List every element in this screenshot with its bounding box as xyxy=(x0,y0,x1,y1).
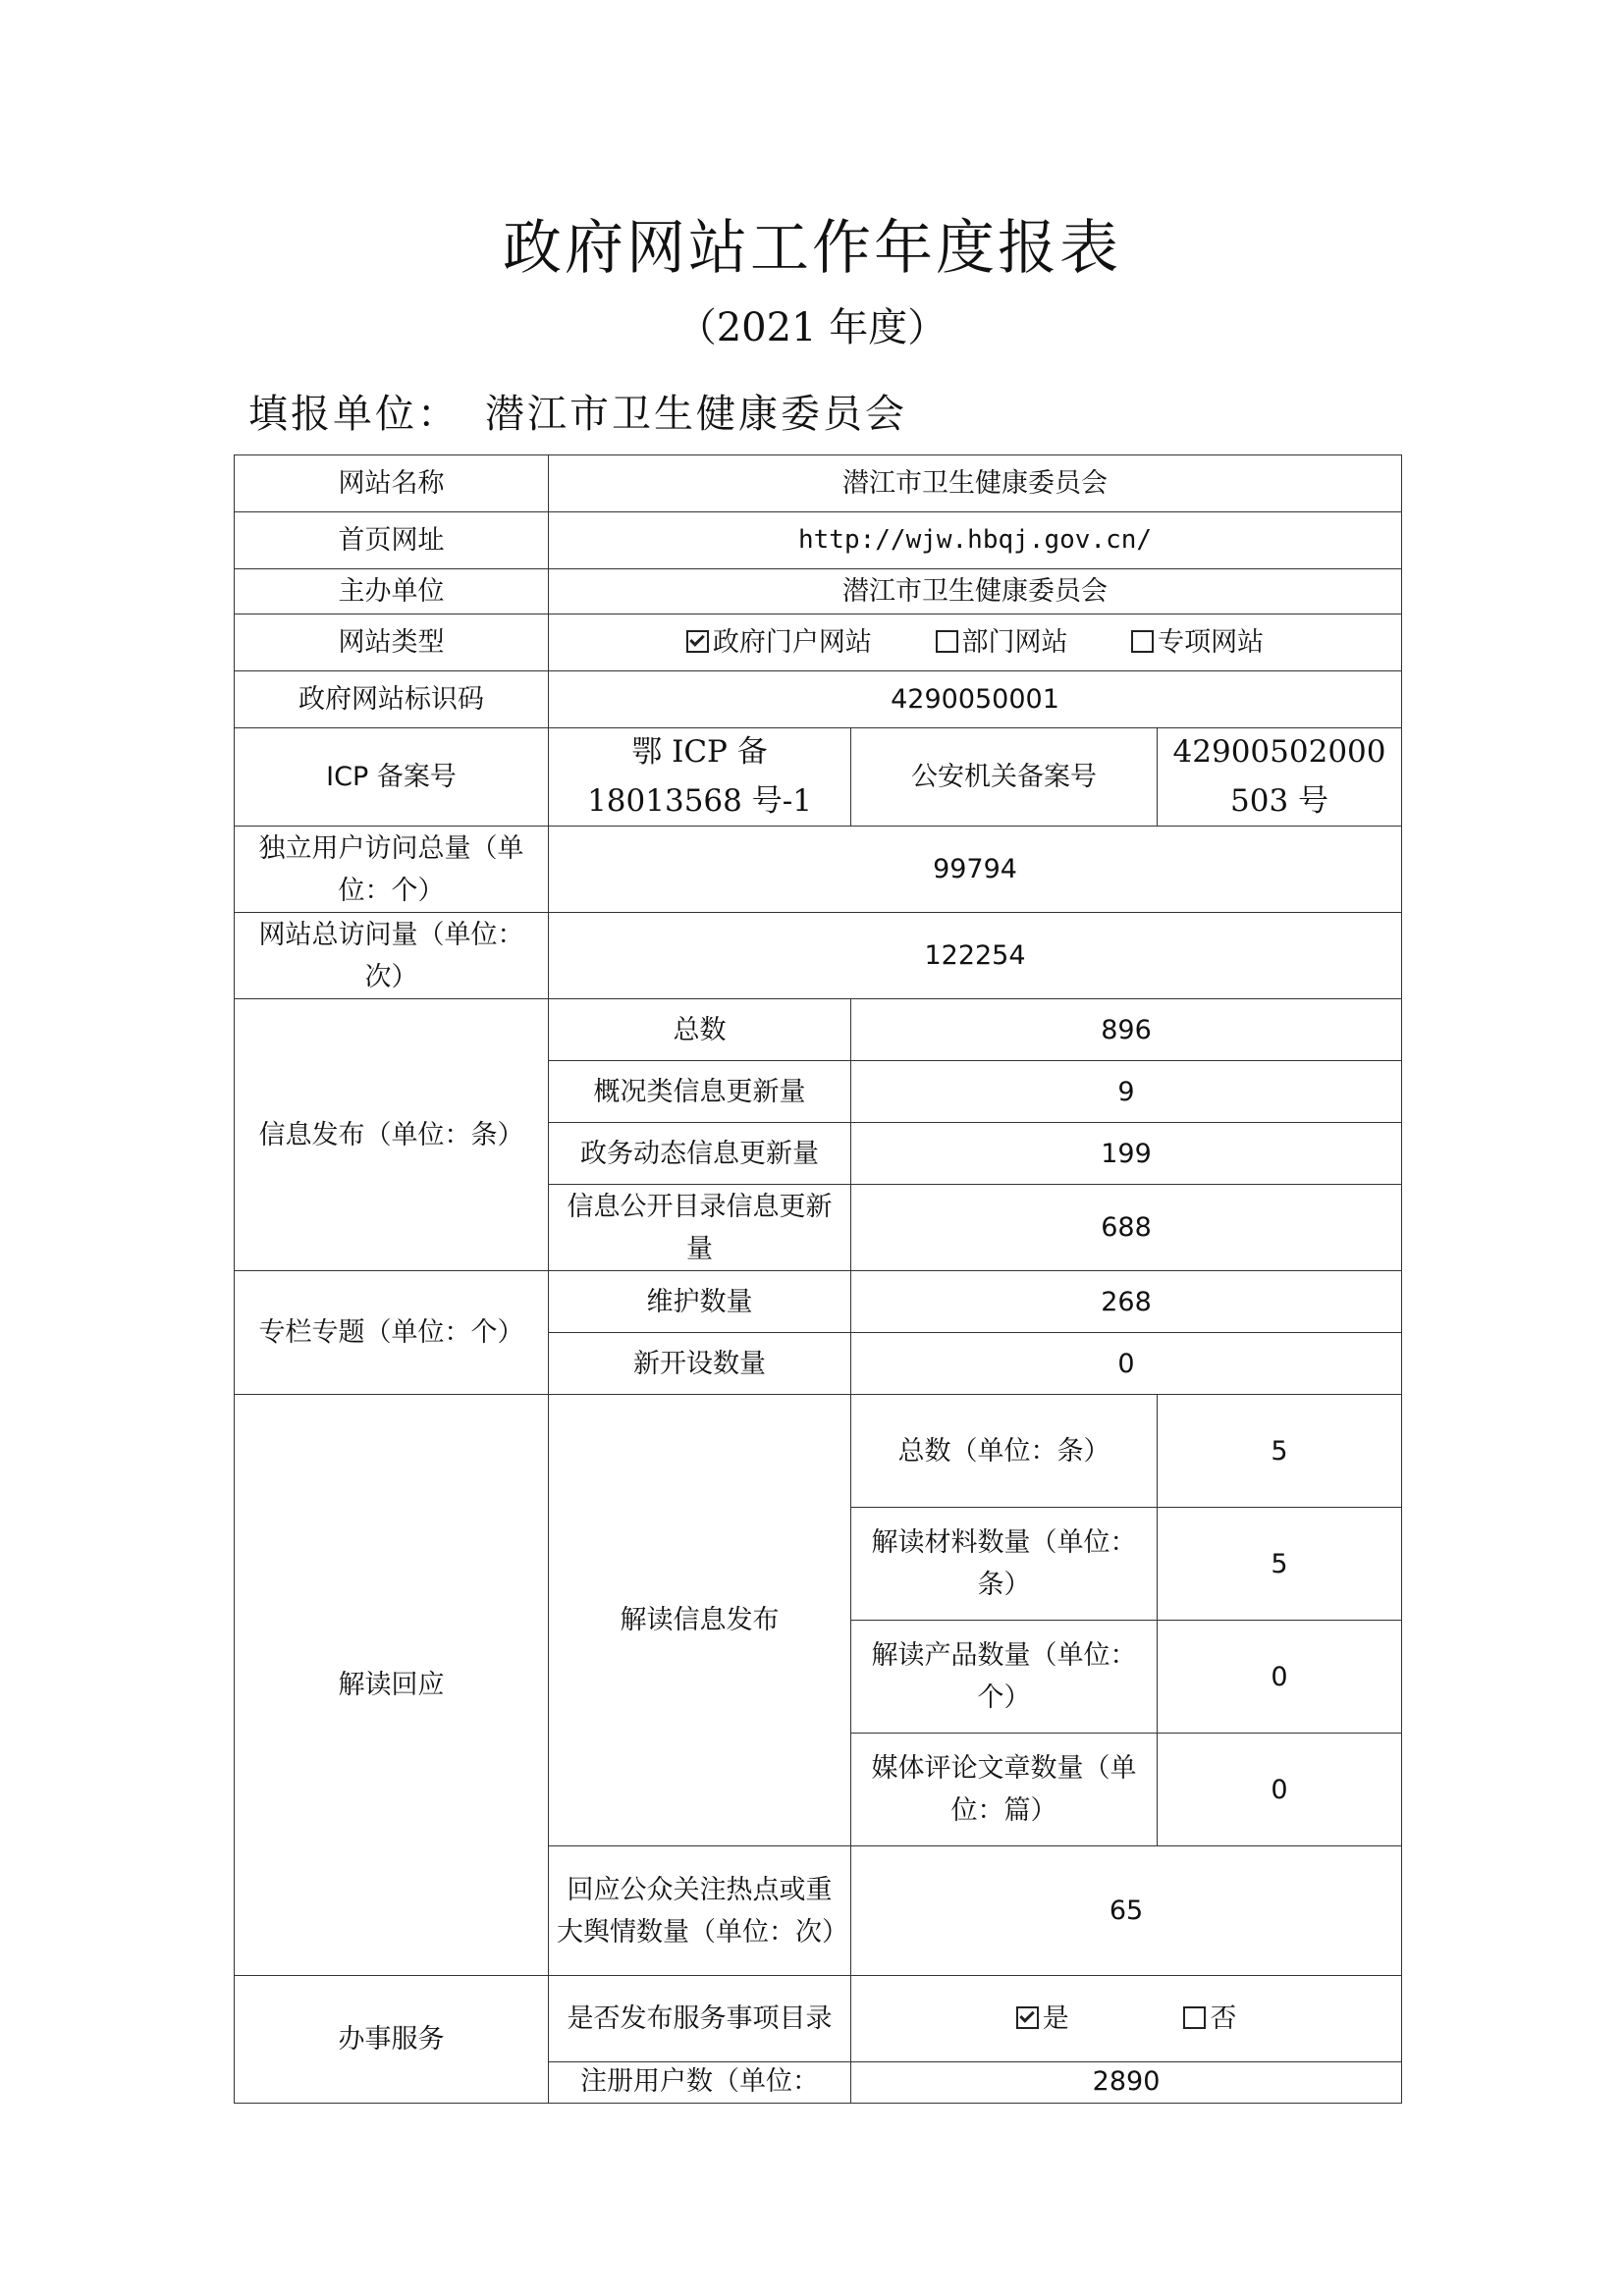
filler-label: 填报单位： xyxy=(248,392,460,437)
organizer-value: 潜江市卫生健康委员会 xyxy=(549,569,1402,614)
interpretation-item-value: 0 xyxy=(1158,1621,1402,1734)
info-publish-label: 信息发布（单位：条） xyxy=(235,999,549,1271)
interpretation-item-label: 总数（单位：条） xyxy=(851,1395,1158,1508)
site-type-option-department[interactable]: 部门网站 xyxy=(936,621,1068,664)
interpretation-item-label: 媒体评论文章数量（单位：篇） xyxy=(851,1734,1158,1846)
info-publish-item-label: 政务动态信息更新量 xyxy=(549,1123,851,1185)
police-record-value: 42900502000503 号 xyxy=(1158,728,1402,827)
checkbox-empty-icon xyxy=(1131,630,1154,653)
response-value: 65 xyxy=(851,1846,1402,1976)
site-id-value: 4290050001 xyxy=(549,671,1402,728)
site-name-label: 网站名称 xyxy=(235,455,549,512)
info-publish-item-value: 9 xyxy=(851,1061,1402,1123)
icp-label: ICP 备案号 xyxy=(235,728,549,827)
table-row xyxy=(235,569,1402,614)
table-row xyxy=(235,512,1402,569)
interpretation-item-label: 解读产品数量（单位：个） xyxy=(851,1621,1158,1734)
unique-visitors-label: 独立用户访问总量（单位：个） xyxy=(235,827,549,913)
site-name-value: 潜江市卫生健康委员会 xyxy=(549,455,1402,512)
table-row xyxy=(235,999,1402,1061)
service-catalog-option-yes[interactable]: 是 xyxy=(1016,1998,1069,2040)
registered-users-label: 注册用户数（单位： xyxy=(549,2062,851,2104)
site-type-option-special[interactable]: 专项网站 xyxy=(1131,621,1264,664)
info-publish-item-value: 199 xyxy=(851,1123,1402,1185)
info-publish-item-label: 总数 xyxy=(549,999,851,1061)
interpretation-sub-label: 解读信息发布 xyxy=(549,1395,851,1846)
service-catalog-options xyxy=(851,1976,1402,2062)
table-row xyxy=(235,728,1402,827)
info-publish-item-label: 信息公开目录信息更新量 xyxy=(549,1185,851,1271)
interpretation-item-value: 5 xyxy=(1158,1508,1402,1621)
page-title: 政府网站工作年度报表 xyxy=(503,214,1121,283)
total-visits-label: 网站总访问量（单位：次） xyxy=(235,913,549,999)
table-row xyxy=(235,913,1402,999)
table-row xyxy=(235,827,1402,913)
interpretation-item-label: 解读材料数量（单位：条） xyxy=(851,1508,1158,1621)
site-type-option-portal[interactable]: 政府门户网站 xyxy=(686,621,872,664)
table-row xyxy=(235,455,1402,512)
filler-line xyxy=(248,383,907,439)
columns-label: 专栏专题（单位：个） xyxy=(235,1271,549,1395)
page-subtitle: （2021 年度） xyxy=(677,305,947,350)
columns-item-label: 维护数量 xyxy=(549,1271,851,1333)
table-row xyxy=(235,1976,1402,2062)
table-row xyxy=(235,671,1402,728)
service-catalog-option-no[interactable]: 否 xyxy=(1183,1998,1236,2040)
homepage-label: 首页网址 xyxy=(235,512,549,569)
info-publish-item-label: 概况类信息更新量 xyxy=(549,1061,851,1123)
table-row xyxy=(235,1395,1402,1508)
icp-value: 鄂 ICP 备 18013568 号-1 xyxy=(549,728,851,827)
services-label: 办事服务 xyxy=(235,1976,549,2104)
checkbox-checked-icon xyxy=(686,630,709,653)
unique-visitors-value: 99794 xyxy=(549,827,1402,913)
site-type-options xyxy=(549,614,1402,671)
checkbox-empty-icon xyxy=(936,630,958,653)
filler-value: 潜江市卫生健康委员会 xyxy=(485,392,907,437)
registered-users-value: 2890 xyxy=(851,2062,1402,2104)
response-label: 回应公众关注热点或重大舆情数量（单位：次） xyxy=(549,1846,851,1976)
columns-item-value: 0 xyxy=(851,1333,1402,1395)
site-type-label: 网站类型 xyxy=(235,614,549,671)
organizer-label: 主办单位 xyxy=(235,569,549,614)
report-table xyxy=(234,454,1402,2104)
site-id-label: 政府网站标识码 xyxy=(235,671,549,728)
info-publish-item-value: 896 xyxy=(851,999,1402,1061)
checkbox-empty-icon xyxy=(1183,2006,1206,2029)
info-publish-item-value: 688 xyxy=(851,1185,1402,1271)
police-record-label: 公安机关备案号 xyxy=(851,728,1158,827)
table-row xyxy=(235,614,1402,671)
columns-item-value: 268 xyxy=(851,1271,1402,1333)
columns-item-label: 新开设数量 xyxy=(549,1333,851,1395)
total-visits-value: 122254 xyxy=(549,913,1402,999)
service-catalog-label: 是否发布服务事项目录 xyxy=(549,1976,851,2062)
table-row xyxy=(235,1271,1402,1333)
interpretation-item-value: 0 xyxy=(1158,1734,1402,1846)
interpretation-item-value: 5 xyxy=(1158,1395,1402,1508)
interpretation-label: 解读回应 xyxy=(235,1395,549,1976)
homepage-value: http://wjw.hbqj.gov.cn/ xyxy=(549,512,1402,569)
checkbox-checked-icon xyxy=(1016,2006,1039,2029)
